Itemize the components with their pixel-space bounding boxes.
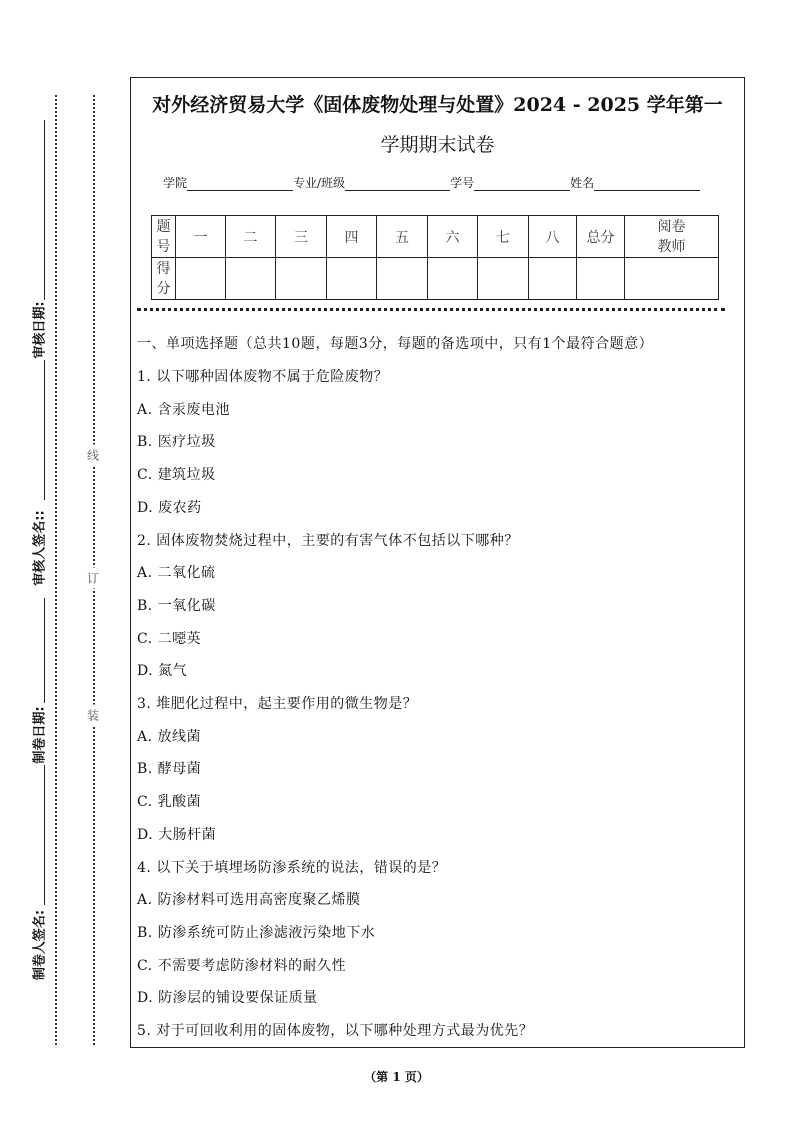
reviewer-label: 审核人签名:: bbox=[32, 510, 48, 586]
option-item: C. 不需要考虑防渗材料的耐久性 bbox=[137, 957, 347, 974]
binding-mark-bind: 装 bbox=[87, 705, 99, 726]
option-item: C. 建筑垃圾 bbox=[137, 467, 216, 484]
option-item: C. 二噁英 bbox=[137, 630, 202, 647]
student-info bbox=[163, 174, 700, 191]
option-item: D. 废农药 bbox=[137, 499, 202, 516]
name-field[interactable] bbox=[594, 178, 700, 191]
question-item: 1. 以下哪种固体废物不属于危险废物？ bbox=[137, 369, 389, 385]
student-id-field[interactable] bbox=[474, 178, 570, 191]
name-label: 姓名 bbox=[570, 176, 595, 190]
binding-mark-order: 订 bbox=[87, 568, 99, 589]
score-cell[interactable] bbox=[625, 258, 719, 300]
score-cell[interactable] bbox=[428, 258, 478, 300]
score-cell[interactable] bbox=[577, 258, 625, 300]
option-item: B. 酵母菌 bbox=[137, 761, 202, 778]
college-label: 学院 bbox=[163, 176, 188, 190]
make-date-label: 制卷日期: bbox=[32, 706, 48, 764]
exam-title-line2: 学期期末试卷 bbox=[380, 134, 495, 156]
col-header: 八 bbox=[529, 216, 577, 258]
page-number: （第 1 页） bbox=[364, 1070, 429, 1084]
row-label-question: 题号 bbox=[152, 216, 176, 258]
major-label: 专业/班级 bbox=[293, 176, 346, 190]
option-item: A. 放线菌 bbox=[137, 728, 202, 745]
option-item: A. 防渗材料可选用高密度聚乙烯膜 bbox=[137, 892, 361, 909]
grader-l2: 教师 bbox=[657, 238, 686, 255]
col-header: 五 bbox=[377, 216, 428, 258]
review-date-underline bbox=[44, 120, 45, 300]
section-heading: 一、单项选择题（总共10题，每题3分，每题的备选项中，只有1个最符合题意） bbox=[137, 336, 654, 352]
question-item: 5. 对于可回收利用的固体废物，以下哪种处理方式最为优先？ bbox=[137, 1023, 534, 1039]
col-header: 三 bbox=[276, 216, 327, 258]
separator-dotted bbox=[137, 308, 725, 311]
score-table bbox=[151, 215, 719, 300]
option-item: D. 大肠杆菌 bbox=[137, 826, 217, 843]
review-date-label: 审核日期: bbox=[32, 301, 48, 359]
option-item: A. 二氧化硫 bbox=[137, 565, 216, 582]
college-field[interactable] bbox=[187, 178, 293, 191]
col-header: 四 bbox=[327, 216, 377, 258]
option-item: C. 乳酸菌 bbox=[137, 794, 202, 811]
score-cell[interactable] bbox=[529, 258, 577, 300]
option-item: A. 含汞废电池 bbox=[137, 401, 231, 418]
score-cell[interactable] bbox=[478, 258, 529, 300]
binding-mark-line: 线 bbox=[87, 445, 99, 466]
grader-header bbox=[625, 216, 719, 258]
score-cell[interactable] bbox=[327, 258, 377, 300]
question-item: 4. 以下关于填埋场防渗系统的说法，错误的是？ bbox=[137, 859, 447, 876]
score-cell[interactable] bbox=[377, 258, 428, 300]
option-item: D. 氮气 bbox=[137, 663, 188, 680]
exam-title-line1: 对外经济贸易大学《固体废物处理与处置》2024 - 2025 学年第一 bbox=[152, 94, 723, 116]
grader-l1: 阅卷 bbox=[657, 218, 686, 235]
binding-dotted-line-outer bbox=[55, 95, 57, 1045]
score-cell[interactable] bbox=[276, 258, 327, 300]
maker-underline bbox=[44, 765, 45, 905]
major-field[interactable] bbox=[345, 178, 450, 191]
option-item: D. 防渗层的铺设要保证质量 bbox=[137, 990, 318, 1007]
col-header: 总分 bbox=[577, 216, 625, 258]
option-item: B. 医疗垃圾 bbox=[137, 434, 216, 451]
score-cell[interactable] bbox=[176, 258, 226, 300]
question-item: 2. 固体废物焚烧过程中，主要的有害气体不包括以下哪种？ bbox=[137, 532, 519, 549]
student-id-label: 学号 bbox=[450, 176, 475, 190]
option-item: B. 一氧化碳 bbox=[137, 597, 216, 614]
score-cell[interactable] bbox=[226, 258, 276, 300]
col-header: 七 bbox=[478, 216, 529, 258]
col-header: 二 bbox=[226, 216, 276, 258]
question-item: 3. 堆肥化过程中，起主要作用的微生物是？ bbox=[137, 696, 418, 712]
make-date-underline bbox=[44, 598, 45, 703]
col-header: 六 bbox=[428, 216, 478, 258]
reviewer-underline bbox=[44, 360, 45, 500]
maker-label: 制卷人签名: bbox=[32, 909, 48, 981]
option-item: B. 防渗系统可防止渗滤液污染地下水 bbox=[137, 924, 376, 941]
col-header: 一 bbox=[176, 216, 226, 258]
row-label-score: 得分 bbox=[152, 258, 176, 300]
